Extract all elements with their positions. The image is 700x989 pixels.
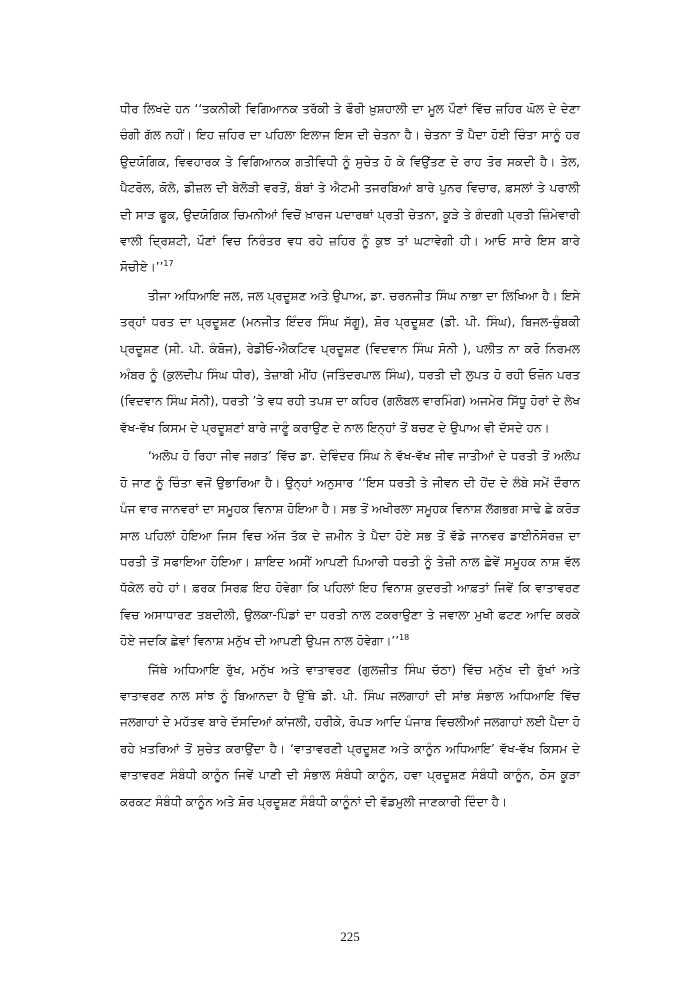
paragraph-text: ਤੀਜਾ ਅਧਿਆਇ ਜਲ, ਜਲ ਪ੍ਰਦੂਸ਼ਣ ਅਤੇ ਉਪਾਅ, ਡਾ. ਚਰਨਜੀਤ ਸਿੰਘ ਨਾਭਾ ਦਾ ਲਿਖਿਆ ਹੈ। ਇਸੇ ਤਰ੍ਹਾਂ ਧਰਤ ਦਾ ਪ੍ਰਦੂਸ਼ਣ (ਮਨਜੀਤ ਇੰਦਰ ਸਿੰਘ ਸੱਗੂ), ਸ਼ੋਰ ਪ੍ਰਦੂਸ਼ਣ (ਡੀ. ਪੀ. ਸਿੰਘ), ਬਿਜਲ-ਚੁੰਬਕੀ ਪ੍ਰਦੂਸ਼ਣ (ਸੀ. ਪੀ. ਕੰਬੋਜ), ਰੇਡੀਓ-ਐਕਟਿਵ ਪ੍ਰਦੂਸ਼ਣ (ਵਿਦਵਾਨ ਸਿੰਘ ਸੋਨੀ ), ਪਲੀਤ ਨਾ ਕਰੋ ਨਿਰਮਲ ਅੰਬਰ ਨੂੰ (ਕੁਲਦੀਪ ਸਿੰਘ ਧੀਰ), ਤੇਜ਼ਾਬੀ ਮੀਂਹ (ਜਤਿੰਦਰਪਾਲ ਸਿੰਘ), ਧਰਤੀ ਦੀ ਲੁਪਤ ਹੋ ਰਹੀ ਓਜ਼ੋਨ ਪਰਤ (ਵਿਦਵਾਨ ਸਿੰਘ ਸੋਨੀ), ਧਰਤੀ ’ਤੇ ਵਧ ਰਹੀ ਤਪਸ਼ ਦਾ ਕਹਿਰ (ਗਲੋਬਲ ਵਾਰਮਿੰਗ) ਅਜਮੇਰ ਸਿੱਧੂ ਹੋਰਾਂ ਦੇ ਲੇਖ ਵੱਖ-ਵੱਖ ਕਿਸਮ ਦੇ ਪ੍ਰਦੂਸ਼ਣਾਂ ਬਾਰੇ ਜਾਣੂੰ ਕਰਾਉਣ ਦੇ ਨਾਲ ਇਨ੍ਹਾਂ ਤੋਂ ਬਚਣ ਦੇ ਉਪਾਅ ਵੀ ਦੱਸਦੇ ਹਨ।	[120, 288, 580, 435]
page-number: 225	[340, 929, 360, 944]
paragraph-4	[120, 657, 580, 815]
body-text	[120, 96, 580, 817]
paragraph-2	[120, 283, 580, 441]
footnote-ref: 18	[399, 633, 410, 643]
paragraph-1	[120, 96, 580, 281]
paragraph-text: ‘ਅਲੋਪ ਹੋ ਰਿਹਾ ਜੀਵ ਜਗਤ’ ਵਿੱਚ ਡਾ. ਦੇਵਿੰਦਰ ਸਿੰਘ ਨੇ ਵੱਖ-ਵੱਖ ਜੀਵ ਜਾਤੀਆਂ ਦੇ ਧਰਤੀ ਤੋਂ ਅਲੋਪ ਹੋ ਜਾਣ ਨੂੰ ਚਿੰਤਾ ਵਜੋਂ ਉਭਾਰਿਆ ਹੈ। ਉਨ੍ਹਾਂ ਅਨੁਸਾਰ ‘‘ਇਸ ਧਰਤੀ ਤੇ ਜੀਵਨ ਦੀ ਹੋਂਦ ਦੇ ਲੰਬੇ ਸਮੇਂ ਦੌਰਾਨ ਪੰਜ ਵਾਰ ਜਾਨਵਰਾਂ ਦਾ ਸਮੂਹਕ ਵਿਨਾਸ਼ ਹੋਇਆ ਹੈ। ਸਭ ਤੋਂ ਅਖੀਰਲਾ ਸਮੂਹਕ ਵਿਨਾਸ਼ ਲੱਗਭਗ ਸਾਢੇ ਛੇ ਕਰੋੜ ਸਾਲ ਪਹਿਲਾਂ ਹੋਇਆ ਜਿਸ ਵਿਚ ਅੱਜ ਤੱਕ ਦੇ ਜ਼ਮੀਨ ਤੇ ਪੈਦਾ ਹੋਏ ਸਭ ਤੋਂ ਵੱਡੇ ਜਾਨਵਰ ਡਾਈਨੋਸੋਰਜ਼ ਦਾ ਧਰਤੀ ਤੋਂ ਸਫਾਇਆ ਹੋਇਆ। ਸ਼ਾਇਦ ਅਸੀਂ ਆਪਣੀ ਪਿਆਰੀ ਧਰਤੀ ਨੂੰ ਤੇਜ਼ੀ ਨਾਲ ਛੇਵੇਂ ਸਮੂਹਕ ਨਾਸ਼ ਵੱਲ ਧੱਕੇਲ ਰਹੇ ਹਾਂ। ਫ਼ਰਕ ਸਿਰਫ਼ ਇਹ ਹੋਵੇਗਾ ਕਿ ਪਹਿਲਾਂ ਇਹ ਵਿਨਾਸ਼ ਕੁਦਰਤੀ ਆਫ਼ਤਾਂ ਜਿਵੇਂ ਕਿ ਵਾਤਾਵਰਣ ਵਿਚ ਅਸਾਧਾਰਣ ਤਬਦੀਲੀ, ਉਲਕਾ-ਪਿੰਡਾਂ ਦਾ ਧਰਤੀ ਨਾਲ ਟਕਰਾਉਣਾ ਤੇ ਜਵਾਲਾ ਮੁਖੀ ਫਟਣ ਆਦਿ ਕਰਕੇ ਹੋਏ ਜਦਕਿ ਛੇਵਾਂ ਵਿਨਾਸ਼ ਮਨੁੱਖ ਦੀ ਆਪਣੀ ਉਪਜ ਨਾਲ ਹੋਵੇਗਾ।’’	[120, 449, 580, 649]
paragraph-text: ਜਿੱਥੇ ਅਧਿਆਇ ਰੁੱਖ, ਮਨੁੱਖ ਅਤੇ ਵਾਤਾਵਰਣ (ਗੁਲਜ਼ੀਤ ਸਿੰਘ ਚੱਠਾ) ਵਿੱਚ ਮਨੁੱਖ ਦੀ ਰੁੱਖਾਂ ਅਤੇ ਵਾਤਾਵਰਣ ਨਾਲ ਸਾਂਝ ਨੂੰ ਬਿਆਨਦਾ ਹੈ ਉੱਥੇ ਡੀ. ਪੀ. ਸਿੰਘ ਜਲਗਾਹਾਂ ਦੀ ਸਾਂਭ ਸੰਭਾਲ ਅਧਿਆਇ ਵਿੱਚ ਜਲਗਾਹਾਂ ਦੇ ਮਹੱਤਵ ਬਾਰੇ ਦੱਸਦਿਆਂ ਕਾਂਜਲੀ, ਹਰੀਕੇ, ਰੋਪੜ ਆਦਿ ਪੰਜਾਬ ਵਿਚਲੀਆਂ ਜਲਗਾਹਾਂ ਲਈ ਪੈਦਾ ਹੋ ਰਹੇ ਖ਼ਤਰਿਆਂ ਤੋਂ ਸੁਚੇਤ ਕਰਾਉਂਦਾ ਹੈ। ‘ਵਾਤਾਵਰਣੀ ਪ੍ਰਦੂਸ਼ਣ ਅਤੇ ਕਾਨੂੰਨ ਅਧਿਆਇ’ ਵੱਖ-ਵੱਖ ਕਿਸਮ ਦੇ ਵਾਤਾਵਰਣ ਸੰਬੰਧੀ ਕਾਨੂੰਨ ਜਿਵੇਂ ਪਾਣੀ ਦੀ ਸੰਭਾਲ ਸੰਬੰਧੀ ਕਾਨੂੰਨ, ਹਵਾ ਪ੍ਰਦੂਸ਼ਣ ਸੰਬੰਧੀ ਕਾਨੂੰਨ, ਠੋਸ ਕੂੜਾ ਕਰਕਟ ਸੰਬੰਧੀ ਕਾਨੂੰਨ ਅਤੇ ਸ਼ੋਰ ਪ੍ਰਦੂਸ਼ਣ ਸੰਬੰਧੀ ਕਾਨੂੰਨਾਂ ਦੀ ਵੱਡਮੁਲੀ ਜਾਣਕਾਰੀ ਦਿੰਦਾ ਹੈ।	[120, 662, 580, 809]
paragraph-3	[120, 443, 580, 654]
paragraph-text: ਧੀਰ ਲਿਖਦੇ ਹਨ ‘‘ਤਕਨੀਕੀ ਵਿਗਿਆਨਕ ਤਰੱਕੀ ਤੇ ਫੌਰੀ ਖ਼ੁਸ਼ਹਾਲੀ ਦਾ ਮੂਲ ਪੌਣਾਂ ਵਿੱਚ ਜ਼ਹਿਰ ਘੋਲ ਦੇ ਦੇਣਾ ਚੰਗੀ ਗੱਲ ਨਹੀਂ। ਇਹ ਜ਼ਹਿਰ ਦਾ ਪਹਿਲਾ ਇਲਾਜ ਇਸ ਦੀ ਚੇਤਨਾ ਹੈ। ਚੇਤਨਾ ਤੋਂ ਪੈਦਾ ਹੋਈ ਚਿੰਤਾ ਸਾਨੂੰ ਹਰ ਉਦਯੋਗਿਕ, ਵਿਵਹਾਰਕ ਤੇ ਵਿਗਿਆਨਕ ਗਤੀਵਿਧੀ ਨੂੰ ਸੁਚੇਤ ਹੋ ਕੇ ਵਿਉਂਤਣ ਦੇ ਰਾਹ ਤੋਰ ਸਕਦੀ ਹੈ। ਤੇਲ, ਪੈਟਰੋਲ, ਕੋਲੇ, ਡੀਜ਼ਲ ਦੀ ਬੇਲੋੜੀ ਵਰਤੋਂ, ਬੰਬਾਂ ਤੇ ਐਟਮੀ ਤਜਰਬਿਆਂ ਬਾਰੇ ਪੁਨਰ ਵਿਚਾਰ, ਫ਼ਸਲਾਂ ਤੇ ਪਰਾਲੀ ਦੀ ਸਾੜ ਫੂਕ, ਉਦਯੋਗਿਕ ਚਿਮਨੀਆਂ ਵਿਚੋਂ ਖ਼ਾਰਜ ਪਦਾਰਥਾਂ ਪ੍ਰਤੀ ਚੇਤਨਾ, ਕੂੜੇ ਤੇ ਗੰਦਗੀ ਪ੍ਰਤੀ ਜ਼ਿੰਮੇਵਾਰੀ ਵਾਲੀ ਦ੍ਰਿਸ਼ਟੀ, ਪੌਣਾਂ ਵਿਚ ਨਿਰੰਤਰ ਵਧ ਰਹੇ ਜ਼ਹਿਰ ਨੂੰ ਕੁਝ ਤਾਂ ਘਟਾਵੇਗੀ ਹੀ। ਆਓ ਸਾਰੇ ਇਸ ਬਾਰੇ ਸੋਚੀਏ।’’	[120, 102, 580, 275]
footnote-ref: 17	[163, 259, 174, 269]
